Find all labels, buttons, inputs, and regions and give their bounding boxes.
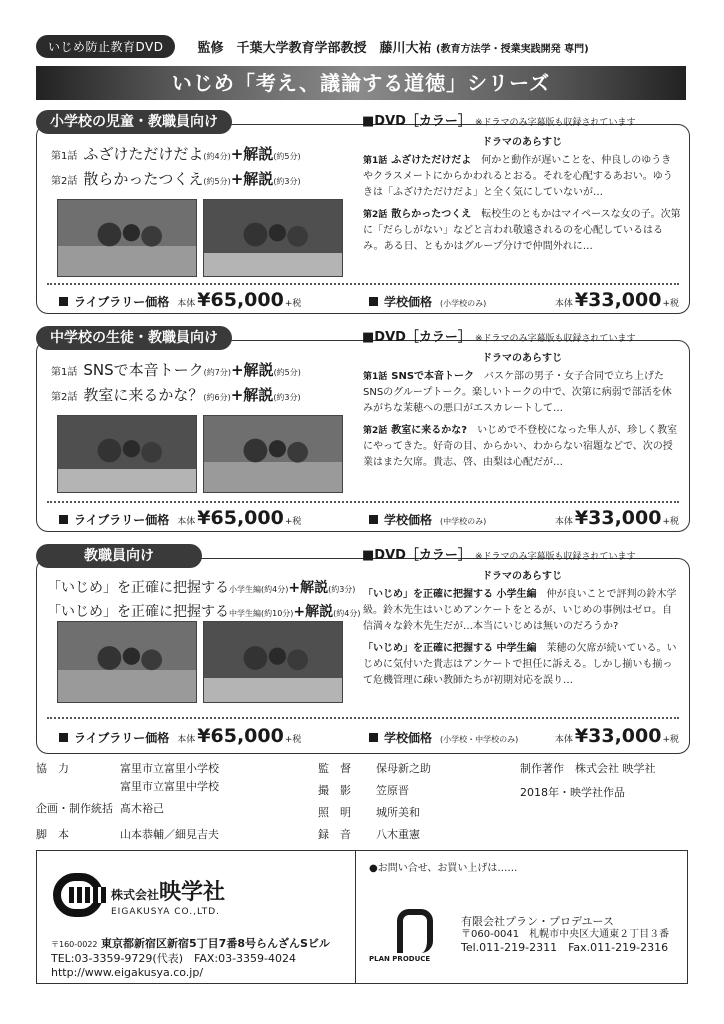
price-base-label: 本体 (177, 299, 196, 309)
company-address (51, 937, 347, 980)
credit-value: 富里市立富里中学校 (120, 780, 219, 793)
dotted-divider (47, 717, 679, 719)
synopsis-title: ドラマのあらすじ (482, 137, 562, 148)
episode-title: ふざけただけだよ (83, 145, 204, 163)
synopsis-paragraph (363, 423, 681, 471)
credit-value: 山本恭輔／細見吉夫 (120, 828, 219, 841)
school-price (369, 289, 679, 311)
commentary-label: +解説 (288, 580, 329, 596)
price-row (59, 723, 679, 749)
school-price (369, 507, 679, 529)
price-base-label: 本体 (554, 735, 573, 745)
address-line: 東京都新宿区新宿5丁目7番8号らんざんSビル (101, 937, 330, 950)
footer-divider (355, 851, 356, 983)
supervisor-text: 監修 千葉大学教育学部教授 藤川大祐 (197, 40, 432, 56)
dotted-divider (47, 283, 679, 285)
synopsis-head: ふざけただけだよ (391, 155, 472, 166)
credit-key: 撮 影 (318, 784, 351, 797)
production-credit: 制作著作 株式会社 映学社 (520, 762, 656, 775)
commentary-duration: (約5分) (273, 368, 301, 377)
synopsis-head: 「いじめ」を正確に把握する 中学生編 (363, 643, 537, 654)
episode-number: 第2話 (51, 176, 78, 187)
synopsis-head: 「いじめ」を正確に把握する 小学生編 (363, 589, 537, 600)
plan-produce-logo-text: PLAN PRODUCE (369, 955, 431, 963)
distributor-name: 有限会社プラン・プロデユース (461, 915, 615, 928)
subtitle-note: ※ドラマのみ字幕版も収録されています (474, 334, 636, 344)
synopsis-text: いじめで不登校になった隼人が、珍しく教室にやってきた。好奇の目、からかい、わからない宿題などで、次の授業はまた欠席。貴志、啓、由梨は心配だが… (363, 425, 678, 468)
section-box (36, 558, 690, 754)
school-price-label: 学校価格 (384, 513, 433, 527)
episode-title: 「いじめ」を正確に把握する (47, 604, 229, 620)
bullet-square-icon (369, 515, 378, 524)
episode-line (51, 359, 361, 380)
episode-line (51, 384, 361, 405)
scene-photo (57, 199, 197, 277)
synopsis-title: ドラマのあらすじ (482, 353, 562, 364)
section-elementary (36, 110, 690, 318)
credit-key: 照 明 (318, 806, 351, 819)
section-staff (36, 544, 690, 754)
synopsis-text: バスケ部の男子・女子合同で立ち上げたSNSのグループトーク。楽しいトークの中で、次第に病弱で部活を休みがちな茉穂への悪口がエスカレートして… (363, 371, 672, 414)
distributor-address: 〒060-0041 札幌市中央区大通東２丁目３番 (461, 929, 670, 940)
credit-key: 脚 本 (36, 828, 69, 841)
episode-title: 教室に来るかな？ (83, 386, 204, 404)
library-price-label: ライブラリー価格 (74, 513, 170, 527)
commentary-duration: (約4分) (333, 609, 361, 618)
commentary-duration: (約3分) (273, 177, 301, 186)
episode-title: 「いじめ」を正確に把握する (47, 580, 229, 596)
series-banner: いじめ「考え、議論する道徳」シリーズ (36, 66, 686, 100)
subtitle-note: ※ドラマのみ字幕版も収録されています (474, 118, 636, 128)
synopsis-paragraph (363, 587, 681, 635)
phone-fax: TEL:03-3359-9729(代表) FAX:03-3359-4024 (51, 952, 297, 965)
scene-photo (203, 415, 343, 493)
library-price-label: ライブラリー価格 (74, 731, 170, 745)
bullet-square-icon (59, 515, 68, 524)
commentary-duration: (約3分) (273, 393, 301, 402)
dvd-label: ■DVD［カラー］ (362, 114, 471, 129)
credit-value: 髙木裕己 (120, 802, 164, 815)
company-name (111, 875, 225, 906)
scene-photo (203, 621, 343, 703)
synopsis-head: 教室に来るかな? (391, 425, 468, 436)
section-box (36, 340, 690, 532)
distributor-phone: Tel.011-219-2311 Fax.011-219-2316 (461, 941, 669, 954)
school-price-label: 学校価格 (384, 295, 433, 309)
synopsis-text: 転校生のともかはマイペースな女の子。次第に「だらしがない」などと言われ敬遠されるのを心配しているはるみ。ある日、ともかはグループ分けで仲間外れに… (363, 209, 681, 252)
dotted-divider (47, 501, 679, 503)
price-row (59, 505, 679, 531)
contact-heading: ●お問い合せ、お買い上げは…… (369, 863, 518, 874)
library-price-label: ライブラリー価格 (74, 295, 170, 309)
credit-value: 八木重憲 (376, 828, 420, 841)
synopsis-label: 第2話 (363, 426, 388, 436)
school-price-scope: (小学校・中学校のみ) (440, 735, 519, 744)
plan-produce-logo-icon (385, 909, 433, 953)
synopsis-label: 第1話 (363, 156, 388, 166)
episode-number: 第1話 (51, 151, 78, 162)
footer (36, 850, 688, 984)
tax-label: +税 (284, 299, 302, 309)
synopsis (363, 135, 681, 261)
commentary-label: +解説 (230, 145, 274, 163)
synopsis-paragraph (363, 153, 681, 201)
commentary-label: +解説 (230, 386, 274, 404)
credit-key: 企画・制作統括 (36, 802, 113, 815)
tax-label: +税 (662, 735, 679, 745)
episode-list (51, 143, 361, 193)
supervisor-specialty: (教育方法学・授業実践開発 専門) (436, 43, 589, 55)
bullet-square-icon (369, 733, 378, 742)
price-row (59, 287, 679, 313)
distributor-info (461, 915, 669, 954)
episode-line (47, 577, 367, 597)
synopsis-text: 茉穂の欠席が続いている。いじめに気付いた貴志はアンケートで担任に訴える。しかし揃いも揃って危機管理に疎い教師たちが初期対応を誤り… (363, 643, 677, 686)
school-price-scope: (小学校のみ) (440, 299, 487, 308)
episode-title: 散らかったつくえ (83, 170, 204, 188)
synopsis (363, 569, 681, 695)
zip-code: 〒160-0022 (51, 940, 98, 949)
school-price-amount: ¥33,000 (574, 507, 662, 529)
section-tab: 小学校の児童・教職員向け (36, 110, 232, 134)
episode-line (51, 143, 361, 164)
synopsis-label: 第2話 (363, 210, 388, 220)
commentary-label: +解説 (293, 604, 334, 620)
credit-key: 監 督 (318, 762, 351, 775)
photo-strip (57, 199, 343, 277)
synopsis-paragraph (363, 641, 681, 689)
synopsis-paragraph (363, 207, 681, 255)
library-price-amount: ¥65,000 (197, 289, 284, 311)
section-junior-high (36, 326, 690, 536)
eigakusya-logo-icon (53, 873, 103, 917)
synopsis-paragraph (363, 369, 681, 417)
section-tab: 教職員向け (36, 544, 202, 568)
photo-strip (57, 415, 343, 493)
tax-label: +税 (284, 735, 302, 745)
section-box (36, 124, 690, 314)
company-logo (51, 865, 341, 925)
commentary-duration: (約3分) (328, 585, 356, 594)
dvd-header (362, 326, 635, 345)
company-type: 株式会社 (111, 888, 160, 902)
company-name-text: 映学社 (159, 880, 226, 905)
synopsis-text: 何かと動作が遅いことを、仲良しのゆうきやクラスメートにからかわれるとおる。それを心配するあおい。ゆうきは「ふざけただけだよ」と全く気にしていないが… (363, 155, 673, 198)
library-price (59, 725, 369, 747)
episode-line (51, 168, 361, 189)
episode-list (51, 359, 361, 409)
episode-duration: 中学生編(約10分) (229, 609, 294, 618)
episode-duration: (約5分) (203, 177, 231, 186)
school-price-scope: (中学校のみ) (440, 517, 487, 526)
dvd-label: ■DVD［カラー］ (362, 548, 471, 563)
synopsis-text: 仲が良いことで評判の鈴木学級。鈴木先生はいじめアンケートをとるが、いじめの事例はゼロ。自信満々な鈴木先生だが…本当にいじめは無いのだろうか? (363, 589, 677, 632)
episode-number: 第1話 (51, 367, 78, 378)
dvd-label: ■DVD［カラー］ (362, 330, 471, 345)
scene-photo (203, 199, 343, 277)
credit-key: 協 力 (36, 762, 69, 775)
synopsis-head: SNSで本音トーク (391, 371, 475, 382)
bullet-square-icon (369, 297, 378, 306)
tax-label: +税 (662, 517, 679, 527)
credit-value: 城所美和 (376, 806, 420, 819)
commentary-label: +解説 (230, 361, 274, 379)
synopsis-head: 散らかったつくえ (391, 209, 472, 220)
production-year: 2018年・映学社作品 (520, 786, 625, 799)
episode-duration: 小学生編(約4分) (229, 585, 289, 594)
supervisor-line (197, 37, 588, 56)
section-tab: 中学校の生徒・教職員向け (36, 326, 232, 350)
product-pill: いじめ防止教育DVD (36, 35, 175, 58)
episode-duration: (約6分) (203, 393, 231, 402)
library-price (59, 289, 369, 311)
bullet-square-icon (59, 297, 68, 306)
header-row (36, 34, 696, 58)
credits (36, 760, 686, 850)
website-link[interactable]: http://www.eigakusya.co.jp/ (51, 966, 204, 979)
episode-title: SNSで本音トーク (83, 361, 204, 379)
bullet-square-icon (59, 733, 68, 742)
subtitle-note: ※ドラマのみ字幕版も収録されています (474, 552, 636, 562)
commentary-duration: (約5分) (273, 152, 301, 161)
price-base-label: 本体 (177, 735, 196, 745)
school-price-amount: ¥33,000 (574, 289, 662, 311)
dvd-header (362, 110, 635, 129)
price-base-label: 本体 (554, 299, 573, 309)
credit-key: 録 音 (318, 828, 351, 841)
credit-value: 笠原晋 (376, 784, 409, 797)
credit-value: 保母新之助 (376, 762, 431, 775)
commentary-label: +解説 (230, 170, 274, 188)
dvd-header (362, 544, 635, 563)
episode-number: 第2話 (51, 392, 78, 403)
episode-duration: (約4分) (203, 152, 231, 161)
company-name-en: EIGAKUSYA CO.,LTD. (111, 907, 221, 917)
scene-photo (57, 621, 197, 703)
price-base-label: 本体 (554, 517, 573, 527)
tax-label: +税 (662, 299, 679, 309)
school-price-amount: ¥33,000 (574, 725, 662, 747)
price-base-label: 本体 (177, 517, 196, 527)
library-price (59, 507, 369, 529)
credit-value: 富里市立富里小学校 (120, 762, 219, 775)
synopsis-title: ドラマのあらすじ (482, 571, 562, 582)
episode-list (47, 577, 367, 625)
library-price-amount: ¥65,000 (197, 725, 284, 747)
episode-line (47, 601, 367, 621)
tax-label: +税 (284, 517, 302, 527)
school-price (369, 725, 679, 747)
episode-duration: (約7分) (203, 368, 231, 377)
photo-strip (57, 621, 343, 703)
school-price-label: 学校価格 (384, 731, 433, 745)
synopsis-label: 第1話 (363, 372, 388, 382)
scene-photo (57, 415, 197, 493)
synopsis (363, 351, 681, 477)
library-price-amount: ¥65,000 (197, 507, 284, 529)
